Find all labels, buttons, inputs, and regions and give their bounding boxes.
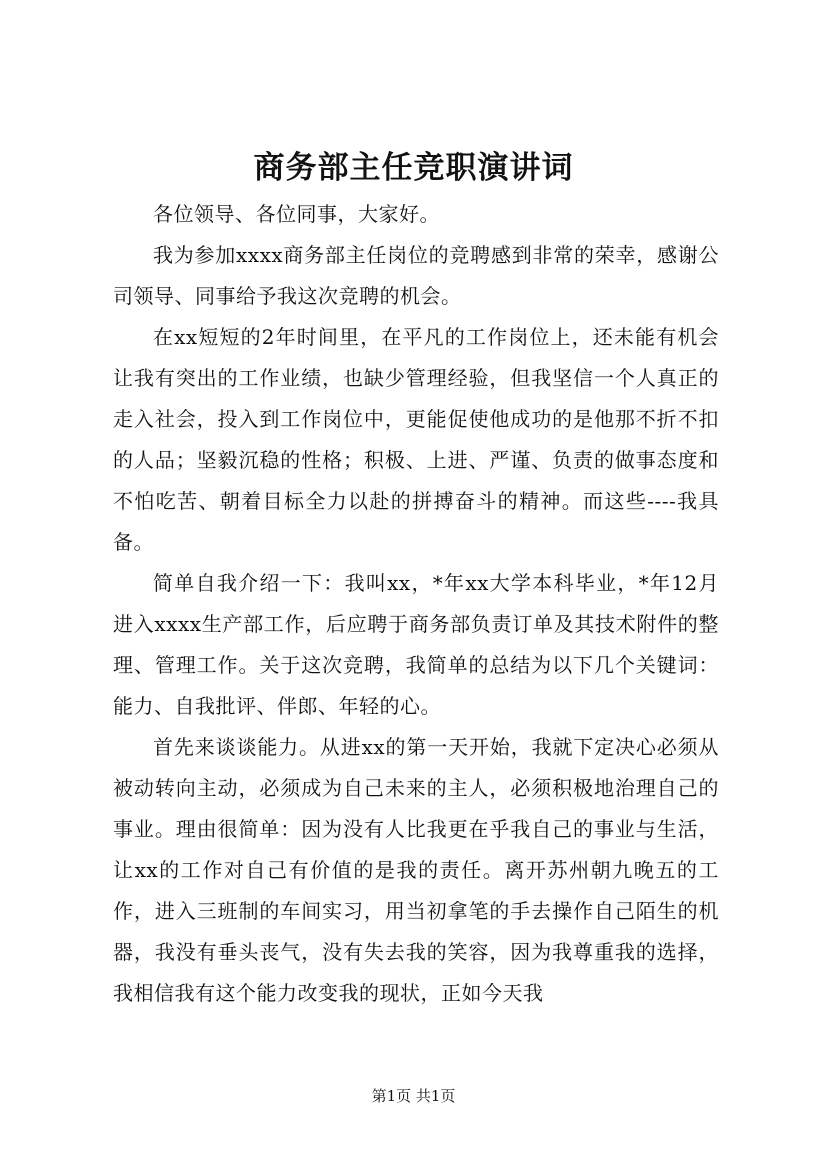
- paragraph-introduction: 我为参加xxxx商务部主任岗位的竞聘感到非常的荣幸，感谢公司领导、同事给予我这次竞聘的机会。: [113, 243, 719, 308]
- document-title: 商务部主任竞职演讲词: [253, 150, 574, 186]
- paragraph-self-introduction: 简单自我介绍一下：我叫xx，*年xx大学本科毕业，*年12月进入xxxx生产部工作，后应聘于商务部负责订单及其技术附件的整理、管理工作。关于这次竞聘，我简单的总结为以下几个关键词：能力、自我批评、伴郎、年轻的心。: [113, 571, 719, 718]
- paragraph-qualities: 在xx短短的2年时间里，在平凡的工作岗位上，还未能有机会让我有突出的工作业绩，也缺少管理经验，但我坚信一个人真正的走入社会，投入到工作岗位中，更能促使他成功的是他那不折不扣的人品；坚毅沉稳的性格；积极、上进、严谨、负责的做事态度和不怕吃苦、朝着目标全力以赴的拼搏奋斗的精神。而这些----我具备。: [113, 325, 719, 554]
- paragraph-greeting: 各位领导、各位同事，大家好。: [153, 202, 440, 226]
- page-footer: 第1页 共1页: [371, 1087, 456, 1105]
- document-body: [113, 194, 719, 1014]
- paragraph-ability: 首先来谈谈能力。从进xx的第一天开始，我就下定决心必须从被动转向主动，必须成为自己未来的主人，必须积极地治理自己的事业。理由很简单：因为没有人比我更在乎我自己的事业与生活，让xx的工作对自己有价值的是我的责任。离开苏州朝九晚五的工作，进入三班制的车间实习，用当初拿笔的手去操作自己陌生的机器，我没有垂头丧气，没有失去我的笑容，因为我尊重我的选择，我相信我有这个能力改变我的现状，正如今天我: [113, 735, 719, 1005]
